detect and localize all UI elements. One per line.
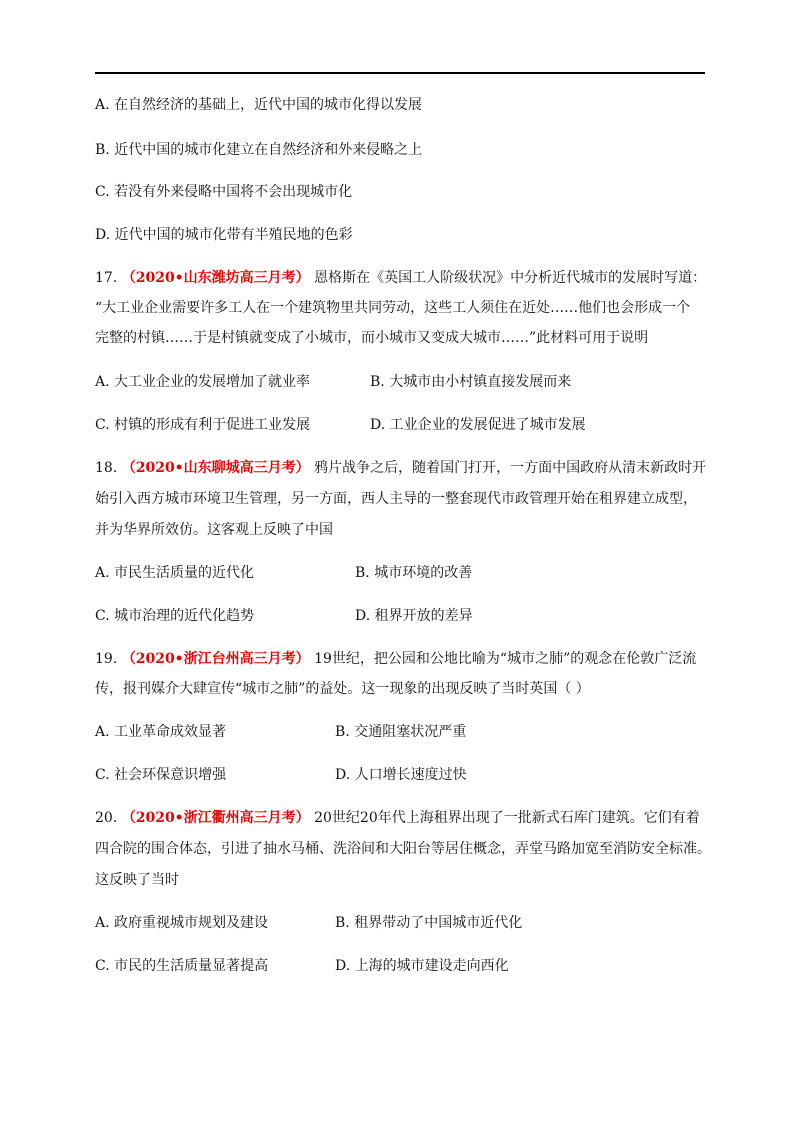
question-number: 18. (95, 460, 118, 476)
q17-stem-line-3: 完整的村镇……于是村镇就变成了小城市，而小城市又变成大城市……”此材料可用于说明 (95, 330, 649, 346)
question-source: （2020•山东聊城高三月考） (121, 460, 310, 476)
q18-stem-line-1 (95, 458, 706, 478)
q18-option-b: B. 城市环境的改善 (355, 565, 473, 581)
q19-option-d: D. 人口增长速度过快 (335, 767, 467, 783)
q18-stem-line-2: 始引入西方城市环境卫生管理，另一方面，西人主导的一整套现代市政管理开始在租界建立成型， (95, 491, 697, 507)
q18-option-c: C. 城市治理的近代化趋势 (95, 608, 255, 624)
question-number: 19. (95, 651, 118, 667)
q20-options-row-1 (95, 913, 705, 933)
q16-option-b: B. 近代中国的城市化建立在自然经济和外来侵略之上 (95, 142, 423, 158)
q19-stem-line-1 (95, 649, 696, 669)
q17-stem-line-2: “大工业企业需要许多工人在一个建筑物里共同劳动，这些工人须住在近处……他们也会形成一个 (95, 300, 691, 316)
q18-option-d: D. 租界开放的差异 (355, 608, 473, 624)
header-rule (95, 72, 705, 74)
q18-stem-line-3: 并为华界所效仿。这客观上反映了中国 (95, 522, 333, 538)
question-text: 恩格斯在《英国工人阶级状况》中分析近代城市的发展时写道： (314, 270, 707, 286)
q16-option-a: A. 在自然经济的基础上，近代中国的城市化得以发展 (95, 97, 423, 113)
q18-options-row-2 (95, 606, 705, 626)
q19-option-b: B. 交通阻塞状况严重 (335, 724, 467, 740)
question-number: 20. (95, 810, 118, 826)
q19-options-row-1 (95, 722, 705, 742)
q19-stem-line-2: 传，报刊媒介大肆宣传“城市之肺”的益处。这一现象的出现反映了当时英国（ ） (95, 681, 590, 697)
q18-option-a: A. 市民生活质量的近代化 (95, 565, 255, 581)
q17-option-a: A. 大工业企业的发展增加了就业率 (95, 374, 311, 390)
question-source: （2020•山东潍坊高三月考） (121, 270, 310, 286)
q20-option-b: B. 租界带动了中国城市近代化 (335, 915, 523, 931)
q20-stem-line-3: 这反映了当时 (95, 872, 179, 888)
q16-option-d: D. 近代中国的城市化带有半殖民地的色彩 (95, 227, 353, 243)
q20-options-row-2 (95, 956, 705, 976)
q19-options-row-2 (95, 765, 705, 785)
q20-stem-line-1 (95, 808, 700, 828)
question-source: （2020•浙江衢州高三月考） (121, 810, 310, 826)
q19-option-c: C. 社会环保意识增强 (95, 767, 227, 783)
q20-option-c: C. 市民的生活质量显著提高 (95, 958, 269, 974)
q20-option-a: A. 政府重视城市规划及建设 (95, 915, 269, 931)
q17-option-d: D. 工业企业的发展促进了城市发展 (370, 417, 586, 433)
question-source: （2020•浙江台州高三月考） (121, 651, 310, 667)
q18-options-row-1 (95, 563, 705, 583)
q20-stem-line-2: 四合院的围合体态，引进了抽水马桶、洗浴间和大阳台等居住概念，弄堂马路加宽至消防安全标准。 (95, 841, 711, 857)
q17-option-c: C. 村镇的形成有利于促进工业发展 (95, 417, 311, 433)
question-number: 17. (95, 270, 118, 286)
q17-options-row-1 (95, 372, 705, 392)
q17-stem-line-1 (95, 268, 706, 288)
question-text: 19世纪，把公园和公地比喻为“城市之肺”的观念在伦敦广泛流 (314, 651, 697, 667)
question-text: 鸦片战争之后，随着国门打开，一方面中国政府从清末新政时开 (314, 460, 707, 476)
q20-option-d: D. 上海的城市建设走向西化 (335, 958, 509, 974)
q17-options-row-2 (95, 415, 705, 435)
q17-option-b: B. 大城市由小村镇直接发展而来 (370, 374, 572, 390)
question-text: 20世纪20年代上海租界出现了一批新式石库门建筑。它们有着 (314, 810, 700, 826)
q16-option-c: C. 若没有外来侵略中国将不会出现城市化 (95, 184, 353, 200)
q19-option-a: A. 工业革命成效显著 (95, 724, 227, 740)
